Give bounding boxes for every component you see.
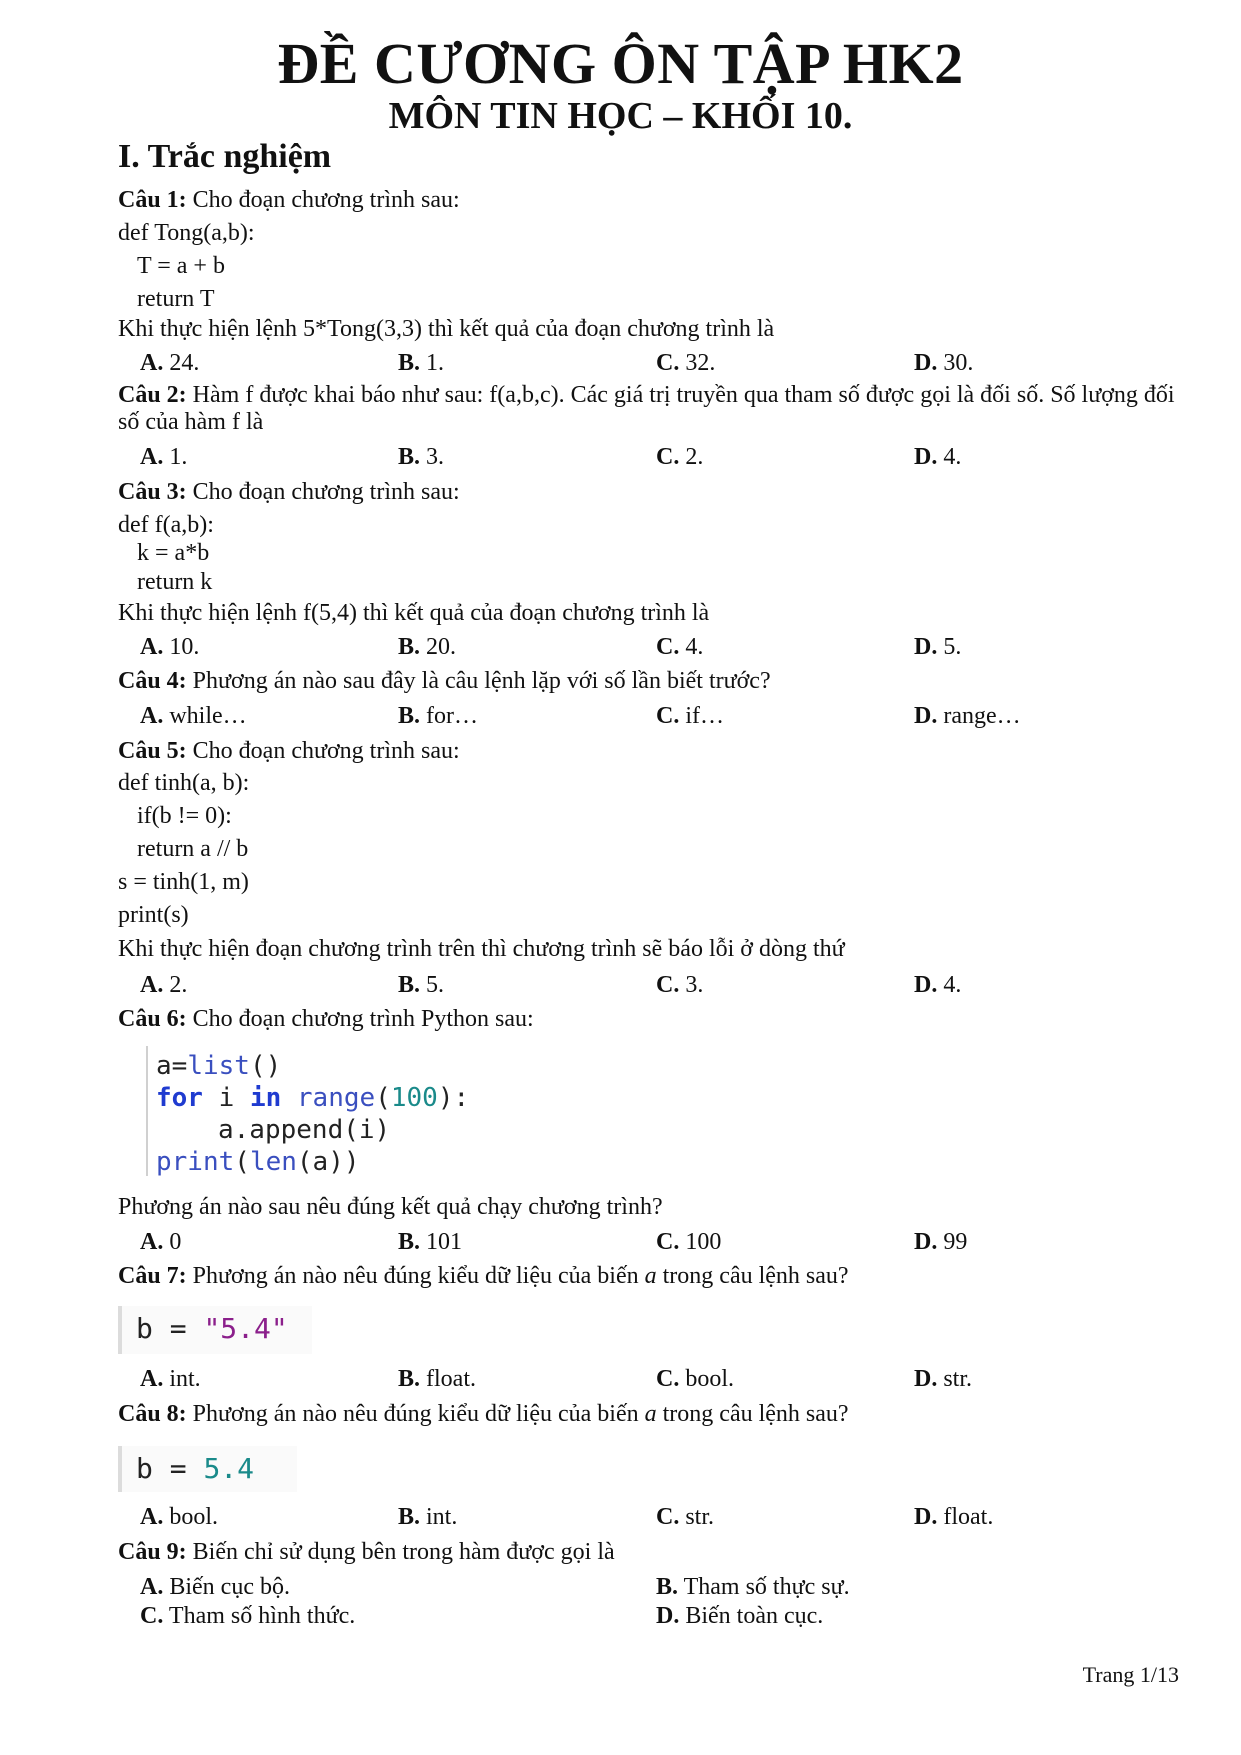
q9-option-c: C. Tham số hình thức. (140, 1603, 356, 1629)
q3-option-c: C. 4. (656, 634, 704, 660)
q6-prompt: Phương án nào sau nêu đúng kết quả chạy chương trình? (118, 1194, 663, 1220)
q6-option-d: D. 99 (914, 1229, 968, 1255)
q5-code-line-4: s = tinh(1, m) (118, 869, 249, 895)
question-3: Câu 3: Cho đoạn chương trình sau: (118, 479, 460, 505)
question-4: Câu 4: Phương án nào sau đây là câu lệnh lặp với số lần biết trước? (118, 668, 771, 694)
question-6: Câu 6: Cho đoạn chương trình Python sau: (118, 1006, 534, 1032)
q6-code-line-2: for i in range(100): (156, 1083, 470, 1113)
q6-option-b: B. 101 (398, 1229, 463, 1255)
q5-code-line-2: if(b != 0): (137, 803, 232, 829)
document-title: ĐỀ CƯƠNG ÔN TẬP HK2 (277, 31, 964, 96)
q7-option-c: C. bool. (656, 1366, 735, 1392)
question-8: Câu 8: Phương án nào nêu đúng kiểu dữ liệu của biến a trong câu lệnh sau? (118, 1401, 849, 1427)
q1-code-line-3: return T (137, 286, 215, 312)
q3-code-line-2: k = a*b (137, 540, 210, 566)
q7-option-a: A. int. (140, 1366, 201, 1392)
q7-option-d: D. str. (914, 1366, 973, 1392)
q9-option-d: D. Biến toàn cục. (656, 1603, 824, 1629)
q9-option-a: A. Biến cục bộ. (140, 1574, 290, 1600)
q8-option-a: A. bool. (140, 1504, 219, 1530)
q6-option-c: C. 100 (656, 1229, 722, 1255)
q6-code (156, 1050, 469, 1178)
q5-option-b: B. 5. (398, 972, 445, 998)
q1-option-b: B. 1. (398, 350, 445, 376)
q8-code: b = 5.4 (136, 1452, 255, 1485)
q1-option-c: C. 32. (656, 350, 716, 376)
section-heading: I. Trắc nghiệm (118, 138, 332, 175)
q3-option-d: D. 5. (914, 634, 962, 660)
q3-prompt: Khi thực hiện lệnh f(5,4) thì kết quả của đoạn chương trình là (118, 600, 710, 626)
q4-option-d: D. range… (914, 703, 1021, 729)
q5-code-line-5: print(s) (118, 902, 189, 928)
q3-code-line-1: def f(a,b): (118, 512, 214, 538)
q5-option-a: A. 2. (140, 972, 188, 998)
q5-code-line-3: return a // b (137, 836, 249, 862)
q2-option-b: B. 3. (398, 444, 445, 470)
q4-option-b: B. for… (398, 703, 478, 729)
q1-code-line-2: T = a + b (137, 253, 225, 279)
q2-option-c: C. 2. (656, 444, 704, 470)
q7-code: b = "5.4" (136, 1312, 288, 1345)
q8-option-b: B. int. (398, 1504, 458, 1530)
q6-code-block (146, 1046, 148, 1176)
q9-option-b: B. Tham số thực sự. (656, 1574, 850, 1600)
q5-code-line-1: def tinh(a, b): (118, 770, 250, 796)
q5-option-c: C. 3. (656, 972, 704, 998)
q4-option-a: A. while… (140, 703, 247, 729)
q3-option-b: B. 20. (398, 634, 457, 660)
question-1: Câu 1: Cho đoạn chương trình sau: (118, 187, 460, 213)
q1-option-a: A. 24. (140, 350, 200, 376)
q6-code-line-4: print(len(a)) (156, 1147, 360, 1177)
q2-option-d: D. 4. (914, 444, 962, 470)
document-subtitle: MÔN TIN HỌC – KHỐI 10. (388, 95, 853, 137)
q6-code-line-3: a.append(i) (218, 1115, 391, 1145)
q6-option-a: A. 0 (140, 1229, 182, 1255)
question-7: Câu 7: Phương án nào nêu đúng kiểu dữ liệu của biến a trong câu lệnh sau? (118, 1263, 849, 1289)
q3-option-a: A. 10. (140, 634, 200, 660)
page-number: Trang 1/13 (1082, 1662, 1179, 1687)
question-2: Câu 2: Hàm f được khai báo như sau: f(a,b,c). Các giá trị truyền qua tham số được gọi là đối số. Số lượng đối số của hàm f là (118, 382, 1175, 435)
q4-option-c: C. if… (656, 703, 725, 729)
q8-option-c: C. str. (656, 1504, 715, 1530)
q3-code-line-3: return k (137, 569, 213, 595)
q5-prompt: Khi thực hiện đoạn chương trình trên thì chương trình sẽ báo lỗi ở dòng thứ (118, 936, 845, 962)
q6-code-line-1: a=list() (156, 1051, 282, 1081)
question-5: Câu 5: Cho đoạn chương trình sau: (118, 738, 460, 764)
q2-option-a: A. 1. (140, 444, 188, 470)
q1-option-d: D. 30. (914, 350, 974, 376)
question-9: Câu 9: Biến chỉ sử dụng bên trong hàm được gọi là (118, 1539, 615, 1565)
q7-option-b: B. float. (398, 1366, 476, 1392)
q5-option-d: D. 4. (914, 972, 962, 998)
q8-option-d: D. float. (914, 1504, 994, 1530)
q1-prompt: Khi thực hiện lệnh 5*Tong(3,3) thì kết quả của đoạn chương trình là (118, 316, 775, 342)
q1-code-line-1: def Tong(a,b): (118, 220, 255, 246)
